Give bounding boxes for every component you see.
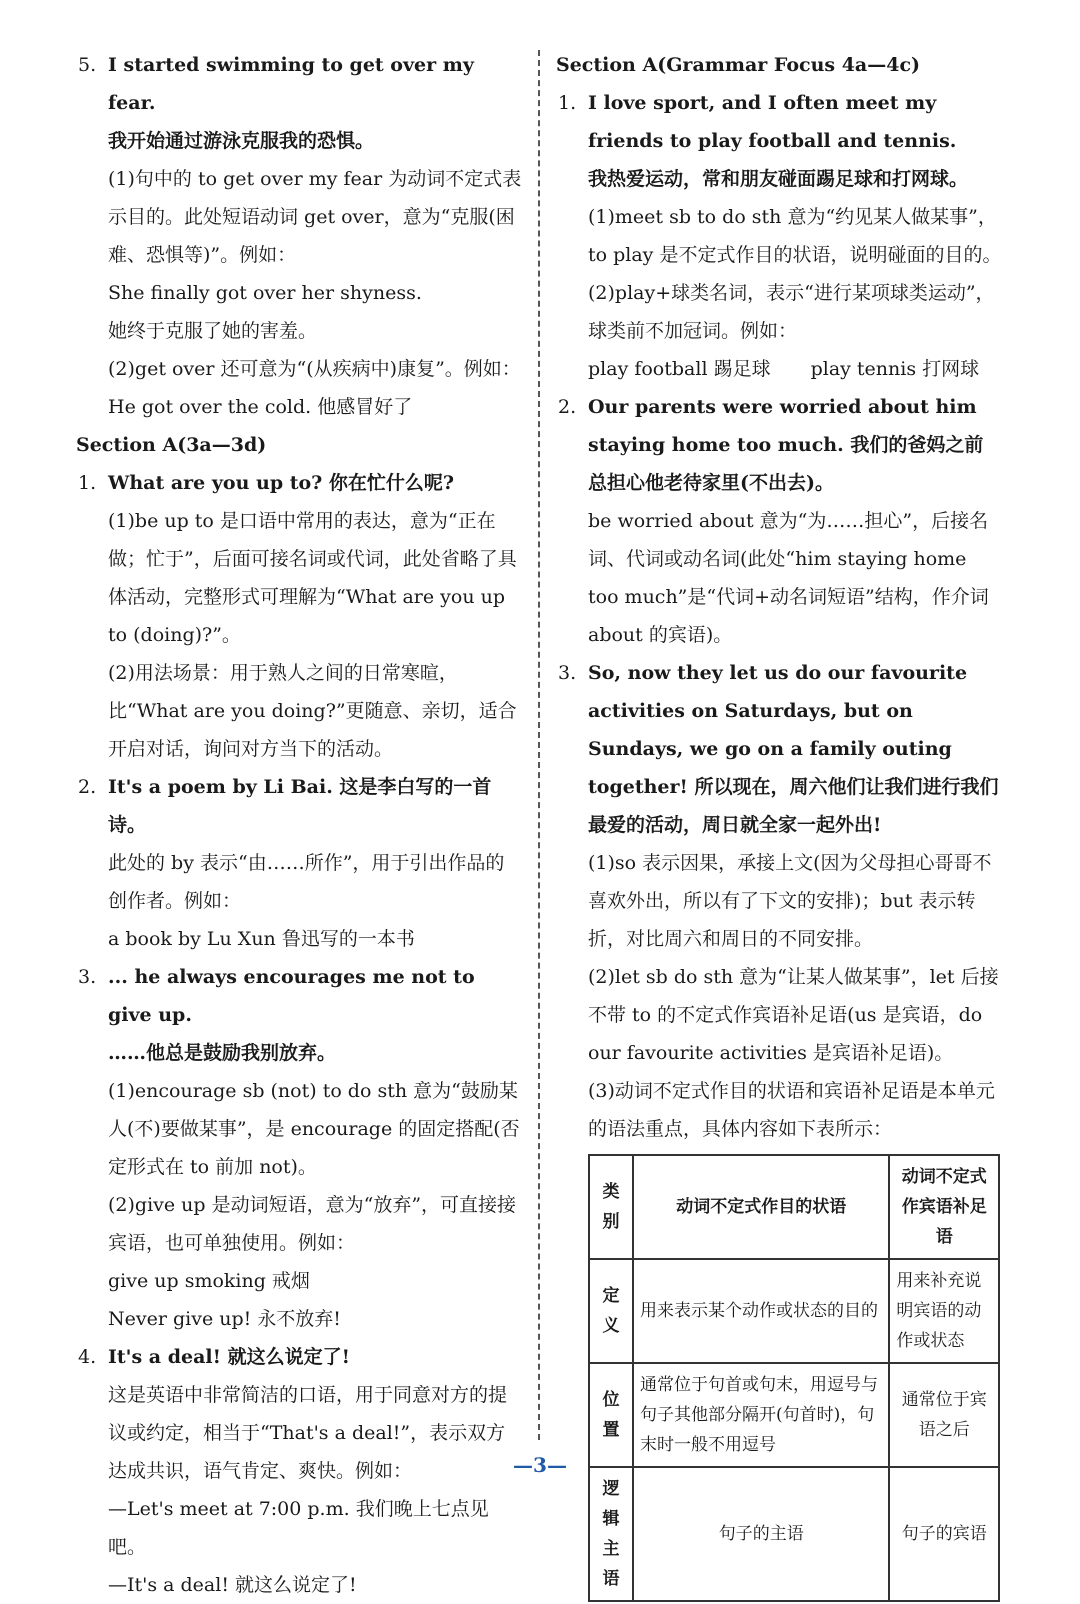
note-text: 此处的 by 表示“由……所作”，用于引出作品的创作者。例如： [108, 852, 505, 912]
example: He got over the cold. 他感冒好了 [108, 396, 413, 418]
note-item-2 [556, 388, 1002, 654]
table-cell: 句子的主语 [633, 1467, 889, 1601]
table-cell: 用来表示某个动作或状态的目的 [633, 1259, 889, 1363]
section-heading: Section A(Grammar Focus 4a—4c) [556, 54, 921, 76]
left-column [76, 46, 522, 1604]
table-row [589, 1467, 999, 1601]
page-number: —3— [513, 1453, 567, 1477]
item-number: 3. [78, 966, 97, 988]
example: play tennis 打网球 [810, 358, 980, 380]
note-text: (2)give up 是动词短语，意为“放弃”，可直接接宾语，也可单独使用。例如： [108, 1194, 517, 1254]
sentence-zh: ……他总是鼓励我别放弃。 [108, 1042, 337, 1064]
note-text: (1)meet sb to do sth 意为“约见某人做某事”，to play 是不定式作目的状语，说明碰面的目的。 [588, 206, 1002, 266]
note-text: (1)句中的 to get over my fear 为动词不定式表示目的。此处短语动词 get over，意为“克服(困难、恐惧等)”。例如： [108, 168, 522, 266]
sentence-en: Our parents were worried about him staying home too much. 我们的爸妈之前总担心他老待家里(不出去)。 [588, 396, 984, 494]
note-text: (2)用法场景：用于熟人之间的日常寒暄，比“What are you doing?”更随意、亲切，适合开启对话，询问对方当下的活动。 [108, 662, 517, 760]
item-number: 4. [78, 1346, 97, 1368]
table-cell: 逻辑主语 [589, 1467, 633, 1601]
table-header: 动词不定式作宾语补足语 [889, 1155, 999, 1259]
sentence-zh: 我开始通过游泳克服我的恐惧。 [108, 130, 375, 152]
item-number: 1. [558, 92, 577, 114]
example-pair [588, 350, 1002, 388]
table-cell: 位置 [589, 1363, 633, 1467]
table-cell: 定义 [589, 1259, 633, 1363]
note-text: (1)be up to 是口语中常用的表达，意为“正在做；忙于”，后面可接名词或代词，此处省略了具体活动，完整形式可理解为“What are you up to (doing)?”。 [108, 510, 517, 646]
right-column [556, 46, 1002, 1602]
example: give up smoking 戒烟 [108, 1270, 310, 1292]
sentence-en: What are you up to? 你在忙什么呢? [108, 472, 455, 494]
note-text: (2)play+球类名词，表示“进行某项球类运动”，球类前不加冠词。例如： [588, 282, 995, 342]
table-cell: 句子的宾语 [889, 1467, 999, 1601]
example: play football 踢足球 [588, 358, 771, 380]
note-text: (1)so 表示因果，承接上文(因为父母担心哥哥不喜欢外出，所以有了下文的安排)；but 表示转折，对比周六和周日的不同安排。 [588, 852, 992, 950]
note-item-5 [76, 46, 522, 426]
example: a book by Lu Xun 鲁迅写的一本书 [108, 928, 415, 950]
note-item-3 [76, 958, 522, 1338]
table-header-row [589, 1155, 999, 1259]
sentence-en: I love sport, and I often meet my friends to play football and tennis. [588, 92, 957, 152]
example: 她终于克服了她的害羞。 [108, 320, 318, 342]
table-cell: 通常位于宾语之后 [889, 1363, 999, 1467]
table-cell: 用来补充说明宾语的动作或状态 [889, 1259, 999, 1363]
table-header: 动词不定式作目的状语 [633, 1155, 889, 1259]
sentence-en: It's a deal! 就这么说定了! [108, 1346, 350, 1368]
note-text: (3)动词不定式作目的状语和宾语补足语是本单元的语法重点，具体内容如下表所示： [588, 1080, 995, 1140]
item-number: 1. [78, 472, 97, 494]
column-divider [538, 50, 540, 1440]
item-number: 2. [558, 396, 577, 418]
sentence-en: I started swimming to get over my fear. [108, 54, 474, 114]
note-text: (2)get over 还可意为“(从疾病中)康复”。例如： [108, 358, 521, 380]
note-item-2 [76, 768, 522, 958]
note-text: 这是英语中非常简洁的口语，用于同意对方的提议或约定，相当于“That's a deal!”，表示双方达成共识，语气肯定、爽快。例如： [108, 1384, 508, 1482]
note-text: (2)let sb do sth 意为“让某人做某事”，let 后接不带 to 的不定式作宾语补足语(us 是宾语，do our favourite activities 是宾语补足语)。 [588, 966, 999, 1064]
table-cell: 通常位于句首或句末，用逗号与句子其他部分隔开(句首时)，句末时一般不用逗号 [633, 1363, 889, 1467]
sentence-en: It's a poem by Li Bai. 这是李白写的一首诗。 [108, 776, 492, 836]
item-number: 2. [78, 776, 97, 798]
table-row [589, 1259, 999, 1363]
grammar-table [588, 1154, 1000, 1602]
example: She finally got over her shyness. [108, 282, 422, 304]
note-item-3 [556, 654, 1002, 1148]
example: —It's a deal! 就这么说定了! [108, 1574, 357, 1596]
item-number: 3. [558, 662, 577, 684]
example: —Let's meet at 7:00 p.m. 我们晚上七点见吧。 [108, 1498, 489, 1558]
sentence-zh: 我热爱运动，常和朋友碰面踢足球和打网球。 [588, 168, 969, 190]
sentence-en: So, now they let us do our favourite activities on Saturdays, but on Sundays, we go on a family outing together! 所以现在，周六他们让我们进行我们最爱的活动，周日就全家一起外出! [588, 662, 999, 836]
example: Never give up! 永不放弃! [108, 1308, 341, 1330]
sentence-en: ... he always encourages me not to give up. [108, 966, 475, 1026]
item-number: 5. [78, 54, 97, 76]
note-item-1 [556, 84, 1002, 388]
section-heading: Section A(3a—3d) [76, 434, 267, 456]
note-text: be worried about 意为“为……担心”，后接名词、代词或动名词(此处“him staying home too much”是“代词+动名词短语”结构，作介词 about 的宾语)。 [588, 510, 989, 646]
note-text: (1)encourage sb (not) to do sth 意为“鼓励某人(不)要做某事”，是 encourage 的固定搭配(否定形式在 to 前加 not)。 [108, 1080, 520, 1178]
note-item-1 [76, 464, 522, 768]
table-header: 类别 [589, 1155, 633, 1259]
